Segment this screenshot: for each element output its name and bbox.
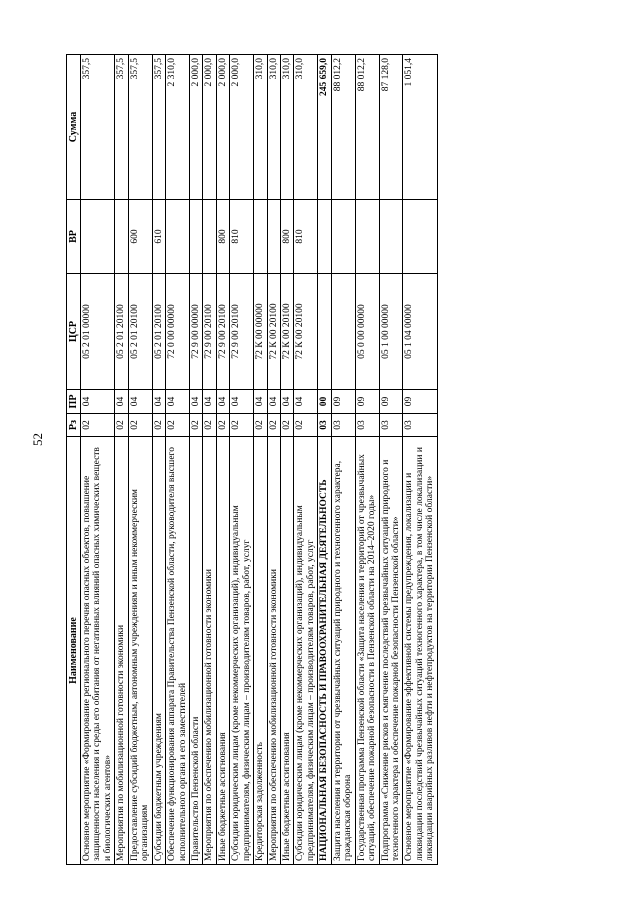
cell-pr: 09 (355, 390, 379, 414)
cell-sum: 357,5 (152, 55, 165, 200)
cell-rz: 02 (254, 414, 267, 437)
cell-csr: 05 2 01 20100 (152, 274, 165, 390)
cell-sum: 357,5 (128, 55, 152, 200)
table-row (216, 55, 229, 865)
cell-pr: 04 (128, 390, 152, 414)
cell-name: Кредиторская задолженность (254, 437, 267, 865)
cell-name: Подпрограмма «Снижение рисков и смягчение последствий чрезвычайных ситуаций природного и техногенного характера и обеспечение пожарной безопасности Пензенской области» (379, 437, 403, 865)
cell-csr: 72 9 00 20100 (230, 274, 254, 390)
table-row (254, 55, 267, 865)
cell-sum: 310,0 (267, 55, 280, 200)
cell-sum: 2 000,0 (230, 55, 254, 200)
cell-vr: 810 (294, 200, 318, 274)
cell-csr: 72 9 00 00000 (189, 274, 202, 390)
table-row (267, 55, 280, 865)
header-pr: ПР (67, 390, 81, 414)
page-number: 52 (30, 433, 45, 446)
header-vr: ВР (67, 200, 81, 274)
cell-rz: 02 (203, 414, 216, 437)
cell-name: Мероприятия по мобилизационной готовности экономики (115, 437, 128, 865)
cell-name: Субсидии юридическим лицам (кроме некоммерческих организаций), индивидуальным предпринимателям, физическим лицам – производителям товаров, работ, услуг (294, 437, 318, 865)
cell-name: Обеспечение функционирования аппарата Правительства Пензенской области, руководителя высшего исполнительного органа и его заместителей (166, 437, 190, 865)
cell-name: Иные бюджетные ассигнования (216, 437, 229, 865)
cell-vr: 800 (216, 200, 229, 274)
cell-vr (318, 200, 331, 274)
cell-csr: 05 2 01 20100 (128, 274, 152, 390)
cell-pr: 09 (403, 390, 437, 414)
cell-rz: 02 (189, 414, 202, 437)
cell-csr: 05 1 00 00000 (379, 274, 403, 390)
header-sum: Сумма (67, 55, 81, 200)
cell-name: Основное мероприятие «Формирование эффективной системы предупреждения, локализации и ликвидации последствий чрезвычайных ситуаций техногенного характера, в том числе локализации и ликвидации аварийных разливов нефти и нефтепродуктов на территории Пензенской области» (403, 437, 437, 865)
cell-vr (355, 200, 379, 274)
cell-vr (203, 200, 216, 274)
cell-csr (331, 274, 355, 390)
cell-name: Государственная программа Пензенской области «Защита населения и территорий от чрезвычайных ситуаций, обеспечение пожарной безопасности в Пензенской области на 2014–2020 годы» (355, 437, 379, 865)
header-rz: Рз (67, 414, 81, 437)
cell-csr: 72 К 00 20100 (294, 274, 318, 390)
cell-pr: 04 (166, 390, 190, 414)
cell-sum: 88 012,2 (331, 55, 355, 200)
cell-pr: 04 (281, 390, 294, 414)
cell-rz: 02 (81, 414, 115, 437)
header-csr: ЦСР (67, 274, 81, 390)
cell-sum: 310,0 (294, 55, 318, 200)
cell-vr (331, 200, 355, 274)
cell-vr: 610 (152, 200, 165, 274)
table-row (318, 55, 331, 865)
cell-csr: 05 2 01 20100 (115, 274, 128, 390)
cell-vr: 600 (128, 200, 152, 274)
table-row (152, 55, 165, 865)
table-row (189, 55, 202, 865)
cell-pr: 04 (267, 390, 280, 414)
cell-csr (318, 274, 331, 390)
table-row (81, 55, 115, 865)
cell-rz: 03 (331, 414, 355, 437)
cell-csr: 72 К 00 20100 (281, 274, 294, 390)
cell-rz: 03 (379, 414, 403, 437)
cell-rz: 03 (403, 414, 437, 437)
cell-name: Мероприятия по обеспечению мобилизационной готовности экономики (203, 437, 216, 865)
cell-vr (254, 200, 267, 274)
cell-vr (166, 200, 190, 274)
cell-rz: 03 (318, 414, 331, 437)
cell-sum: 2 000,0 (203, 55, 216, 200)
cell-rz: 02 (281, 414, 294, 437)
table-row (128, 55, 152, 865)
table-row (355, 55, 379, 865)
cell-vr: 810 (230, 200, 254, 274)
cell-rz: 02 (152, 414, 165, 437)
cell-vr (267, 200, 280, 274)
cell-sum: 2 000,0 (189, 55, 202, 200)
cell-pr: 04 (254, 390, 267, 414)
cell-csr: 72 9 00 20100 (216, 274, 229, 390)
cell-sum: 2 310,0 (166, 55, 190, 200)
budget-table (66, 54, 438, 865)
cell-rz: 02 (166, 414, 190, 437)
cell-sum: 310,0 (254, 55, 267, 200)
cell-name: Правительство Пензенской области (189, 437, 202, 865)
cell-sum: 310,0 (281, 55, 294, 200)
table-row (115, 55, 128, 865)
cell-rz: 02 (294, 414, 318, 437)
cell-pr: 09 (379, 390, 403, 414)
cell-vr (189, 200, 202, 274)
cell-csr: 72 К 00 20100 (267, 274, 280, 390)
cell-rz: 02 (115, 414, 128, 437)
cell-csr: 72 К 00 00000 (254, 274, 267, 390)
cell-sum: 88 012,2 (355, 55, 379, 200)
cell-csr: 72 9 00 20100 (203, 274, 216, 390)
cell-sum: 87 128,0 (379, 55, 403, 200)
table-row (166, 55, 190, 865)
cell-name: Субсидии юридическим лицам (кроме некоммерческих организаций), индивидуальным предпринимателям, физическим лицам – производителям товаров, работ, услуг (230, 437, 254, 865)
table-row (203, 55, 216, 865)
cell-vr (403, 200, 437, 274)
cell-sum: 357,5 (115, 55, 128, 200)
table-row (294, 55, 318, 865)
cell-csr: 05 1 04 00000 (403, 274, 437, 390)
table-row (379, 55, 403, 865)
cell-vr: 800 (281, 200, 294, 274)
cell-rz: 02 (128, 414, 152, 437)
cell-sum: 2 000,0 (216, 55, 229, 200)
cell-name: Предоставление субсидий бюджетным, автономным учреждениям и иным некоммерческим организациям (128, 437, 152, 865)
table-row (281, 55, 294, 865)
table-header-row (67, 55, 81, 865)
cell-vr (379, 200, 403, 274)
cell-sum: 1 051,4 (403, 55, 437, 200)
cell-rz: 02 (216, 414, 229, 437)
cell-pr: 04 (189, 390, 202, 414)
cell-pr: 04 (216, 390, 229, 414)
cell-name: Иные бюджетные ассигнования (281, 437, 294, 865)
cell-pr: 04 (115, 390, 128, 414)
cell-vr (81, 200, 115, 274)
cell-pr: 09 (331, 390, 355, 414)
cell-name: Мероприятия по обеспечению мобилизационной готовности экономики (267, 437, 280, 865)
cell-csr: 05 0 00 00000 (355, 274, 379, 390)
cell-sum: 245 659,0 (318, 55, 331, 200)
cell-csr: 05 2 01 00000 (81, 274, 115, 390)
cell-rz: 02 (230, 414, 254, 437)
cell-pr: 04 (203, 390, 216, 414)
cell-pr: 00 (318, 390, 331, 414)
cell-pr: 04 (294, 390, 318, 414)
cell-name: НАЦИОНАЛЬНАЯ БЕЗОПАСНОСТЬ И ПРАВООХРАНИТЕЛЬНАЯ ДЕЯТЕЛЬНОСТЬ (318, 437, 331, 865)
cell-name: Основное мероприятие «Формирование регионального перечня опасных объектов, повышение защищенности населения и среды его обитания от негативных влияний опасных химических веществ и биологических агентов» (81, 437, 115, 865)
cell-pr: 04 (230, 390, 254, 414)
table-row (230, 55, 254, 865)
table-row (403, 55, 437, 865)
header-name: Наименование (67, 437, 81, 865)
table-body (81, 55, 438, 865)
cell-vr (115, 200, 128, 274)
cell-pr: 04 (81, 390, 115, 414)
budget-table-container (66, 55, 438, 865)
table-row (331, 55, 355, 865)
cell-name: Субсидии бюджетным учреждениям (152, 437, 165, 865)
cell-name: Защита населения и территории от чрезвычайных ситуаций природного и техногенного характера, гражданская оборона (331, 437, 355, 865)
cell-csr: 72 0 00 00000 (166, 274, 190, 390)
cell-sum: 357,5 (81, 55, 115, 200)
cell-rz: 02 (267, 414, 280, 437)
cell-rz: 03 (355, 414, 379, 437)
cell-pr: 04 (152, 390, 165, 414)
